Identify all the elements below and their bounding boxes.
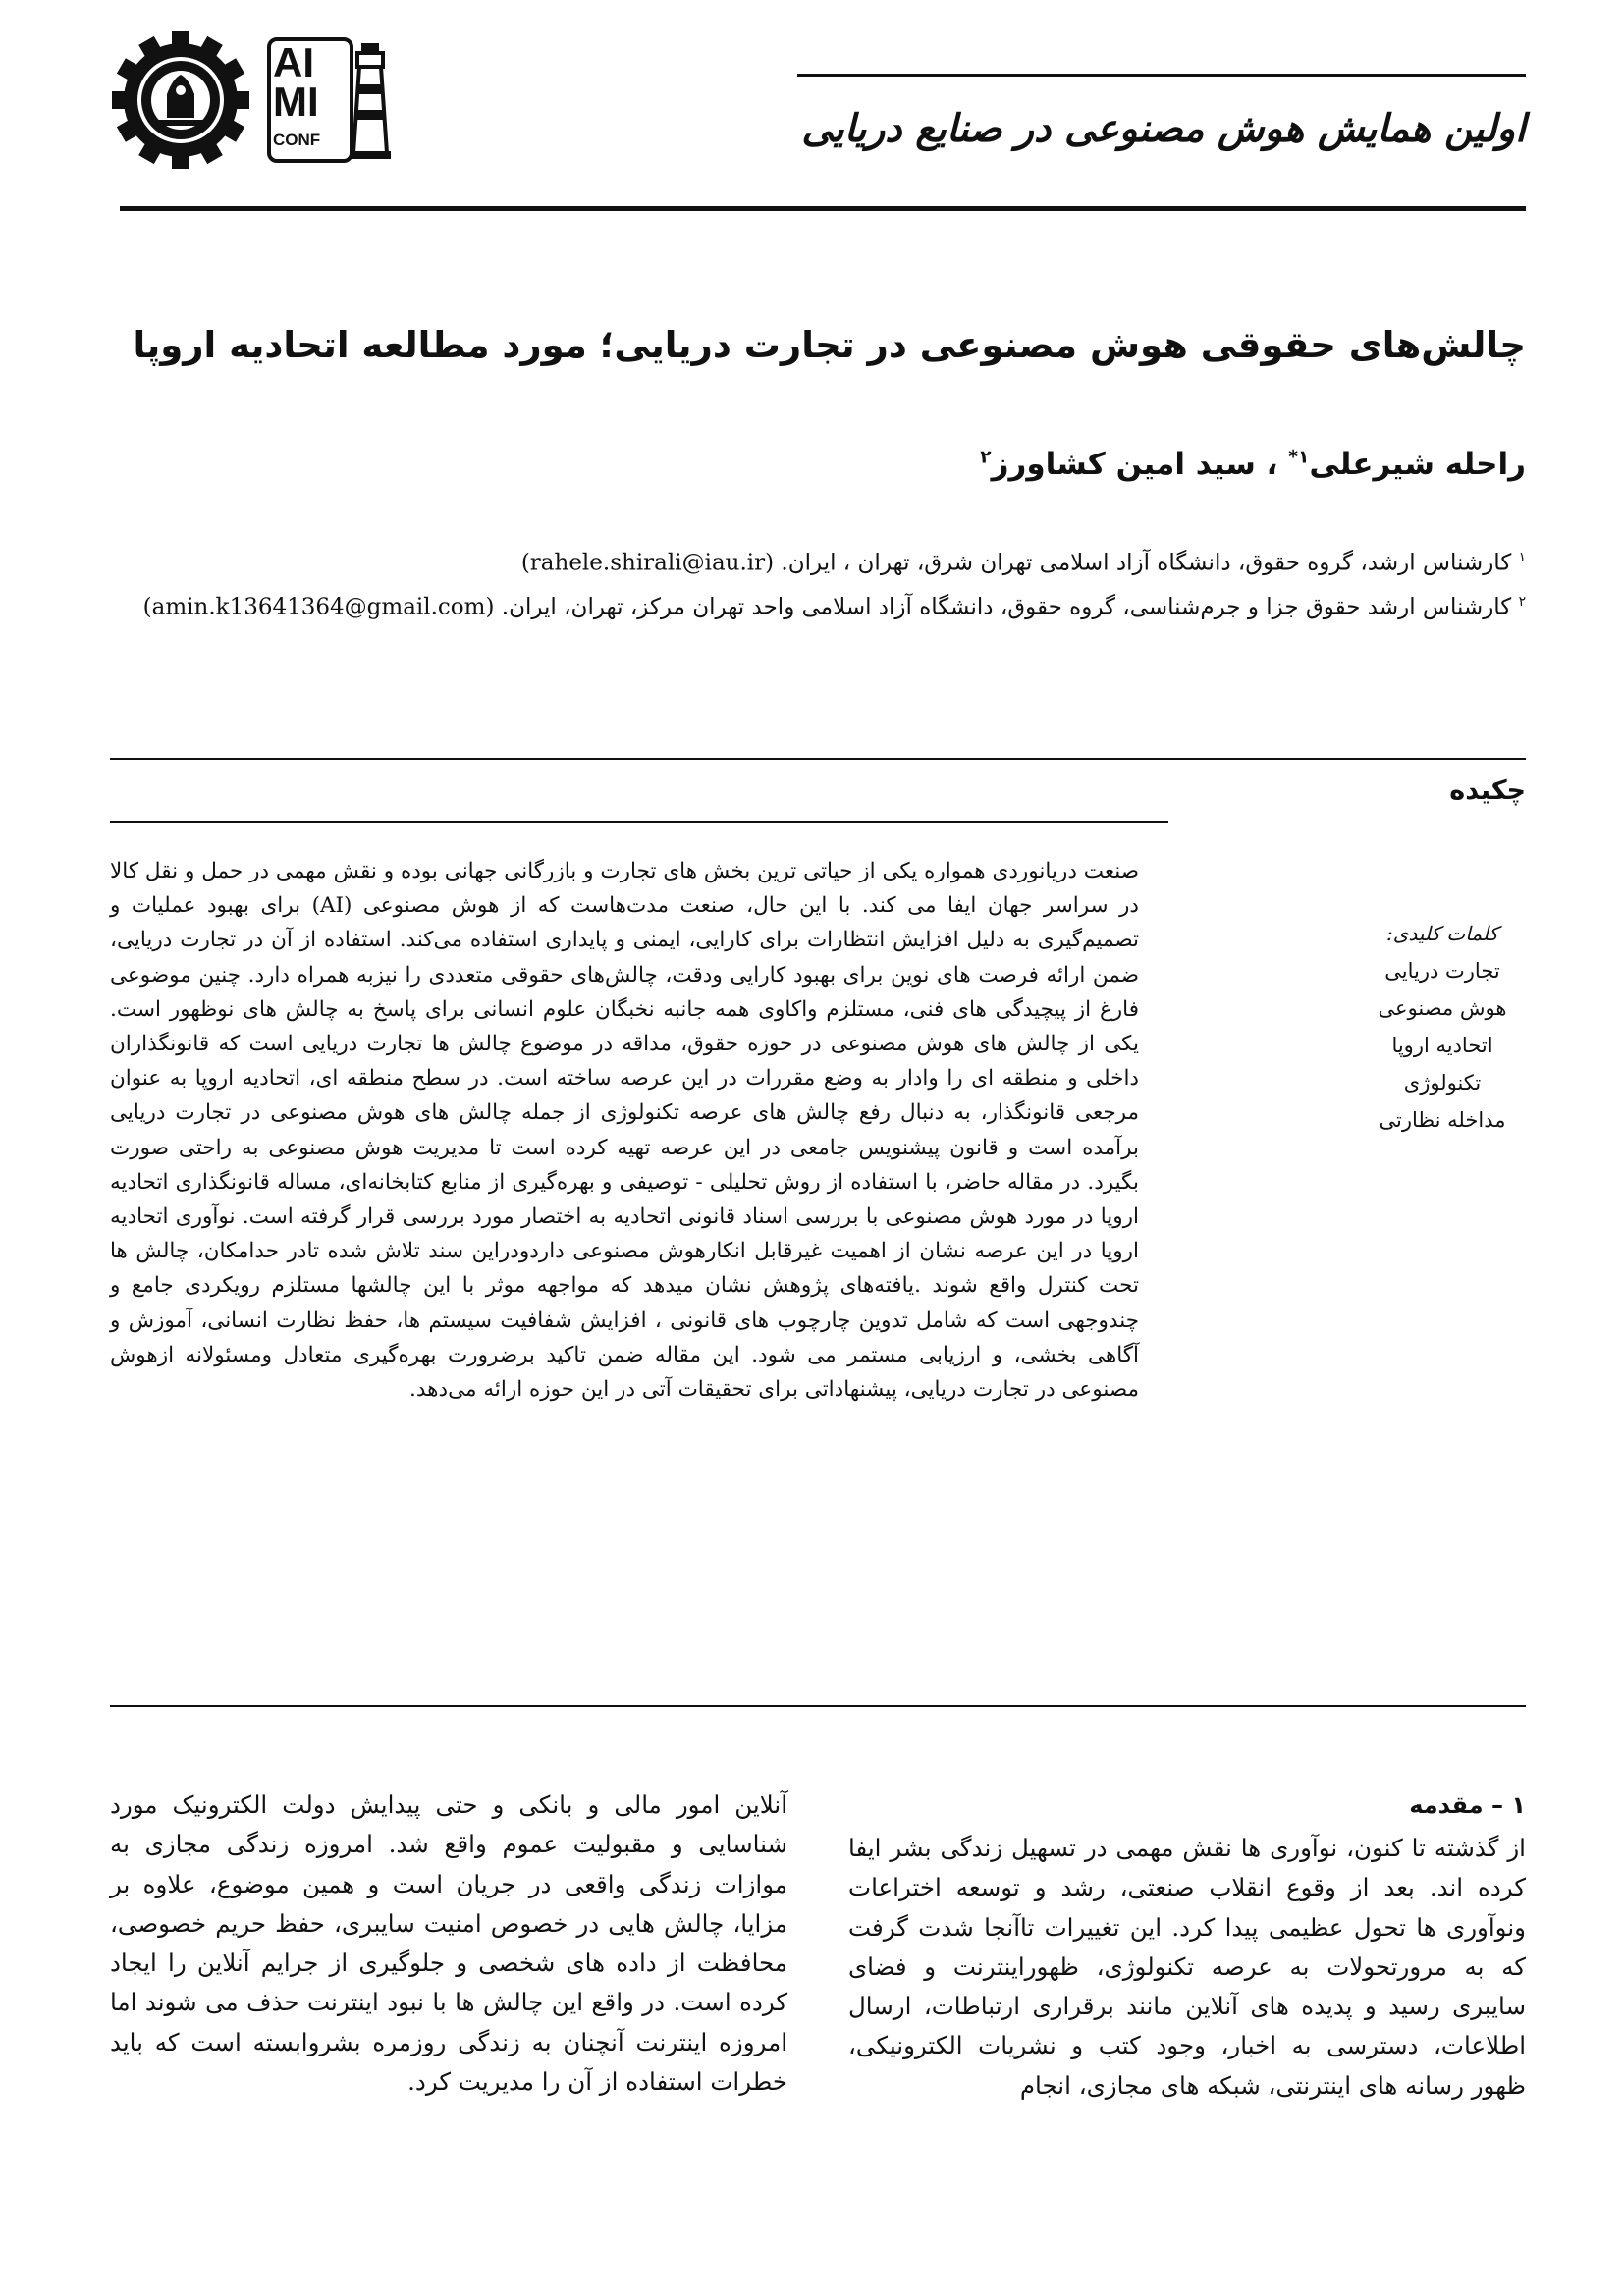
- keywords-heading: کلمات کلیدی:: [1385, 922, 1499, 945]
- affiliation-mark: ۱: [1518, 550, 1526, 565]
- abstract-bottom-rule: [110, 1705, 1526, 1707]
- header-top-rule: [797, 74, 1526, 77]
- abstract-body: صنعت دریانوردی همواره یکی از حیاتی ترین بخش های تجارت و بازرگانی جهانی بوده و نقش مهمی در حمل و نقل کالا در سراسر جهان ایفا می کند. با این حال، صنعت مدت‌هاست که از هوش مصنوعی (AI) برای بهبود عملیات و تصمیم‌گیری به دلیل افزایش انتظارات برای کارایی، ایمنی و پایداری استفاده می‌کند. استفاده از آن در تجارت دریایی، ضمن ارائه فرصت های نوین برای بهبود کارایی ودقت، چالش‌های حقوقی متعددی را نیزبه همراه دارد. چنین موضوعی فارغ از پیچیدگی های فنی، مستلزم واکاوی همه جانبه نخبگان علوم انسانی برای پاسخ به چالش های نوظهور است. یکی از چالش های هوش مصنوعی در حوزه حقوق، مداقه در موضوع چالش ها تجارت دریایی است که قانونگذاران داخلی و منطقه ای را وادار به وضع مقررات در این عرصه ساخته است. در سطح منطقه ای، اتحادیه اروپا به عنوان مرجعی قانونگذار، به دنبال رفع چالش های عرصه تکنولوژی از جمله چالش های هوش مصنوعی در تجارت دریایی برآمده است و قانون پیشنویس جامعی در این عرصه تهیه کرده است تا مدیریت هوش مصنوعی به راحتی صورت بگیرد. در مقاله حاضر، با استفاده از روش تحلیلی - توصیفی و بهره‌گیری از منابع کتابخانه‌ای، مساله قانونگذاری اتحادیه اروپا در مورد هوش مصنوعی با بررسی اسناد قانونی اتحادیه به اختصار مورد بررسی قرار گرفته است. نوآوری اتحادیه اروپا در این عرصه نشان از اهمیت غیرقابل انکارهوش مصنوعی داردودراین سند تلاش شده تادر حدامکان، چالش ها تحت کنترل واقع شوند .یافته‌های پژوهش نشان میدهد که مواجهه موثر با این چالشها مستلزم رویکردی جامع و چندوجهی است که شامل تدوین چارچوب های قانونی ، افزایش شفافیت سیستم ها، حفظ نظارت انسانی، آموزش و آگاهی بخشی، و ارزیابی مستمر می شود. این مقاله ضمن تاکید برضرورت بهره‌گیری متعادل ومسئولانه ازهوش مصنوعی در تجارت دریایی، پیشنهاداتی برای تحقیقات آتی در این حوزه ارائه می‌دهد.: [110, 859, 1139, 1403]
- affiliation-2: [92, 594, 1526, 620]
- keyword-item: مداخله نظارتی: [1379, 1108, 1506, 1132]
- author-mark: ۲: [980, 447, 992, 468]
- affiliation-text: کارشناس ارشد حقوق جزا و جرم‌شناسی، گروه حقوق، دانشگاه آزاد اسلامی واحد تهران مرکز، تهران، ایران. (amin.k13641364@gmail.com): [142, 594, 1512, 620]
- keywords-box: [1359, 915, 1526, 1139]
- affiliation-1: [92, 550, 1526, 576]
- header-bottom-rule: [120, 206, 1526, 211]
- intro-left-column: آنلاین امور مالی و بانکی و حتی پیدایش دولت الکترونیک مورد شناسایی و مقبولیت عموم واقع شد. امروزه زندگی مجازی به موازات زندگی واقعی در جریان است و همین موضوع، علاوه بر مزایا، چالش هایی در خصوص امنیت سایبری، حفظ حریم خصوصی، محافظت از داده های شخصی و جلوگیری از جرایم آنلاین را ایجاد کرده است. در واقع این چالش ها با نبود اینترنت حذف می شوند اما امروزه اینترنت آنچنان به زندگی روزمره بشروابسته است که باید خطرات استفاده از آن را مدیریت کرد.: [110, 1790, 787, 2097]
- paper-title: چالش‌های حقوقی هوش مصنوعی در تجارت دریایی؛ مورد مطالعه اتحادیه اروپا: [133, 324, 1526, 366]
- author-separator: ،: [1255, 447, 1289, 482]
- author-name: راحله شیرعلی: [1309, 447, 1526, 482]
- abstract-heading-rule: [110, 821, 1168, 823]
- logo-text-conf: CONF: [273, 131, 321, 149]
- keyword-item: اتحادیه اروپا: [1391, 1034, 1493, 1057]
- conference-logos: [110, 29, 405, 177]
- affiliation-mark: ۲: [1518, 594, 1526, 610]
- abstract-heading: چکیده: [1449, 775, 1526, 806]
- keyword-item: هوش مصنوعی: [1378, 996, 1507, 1020]
- lighthouse-icon: [346, 37, 395, 163]
- keyword-item: تکنولوژی: [1403, 1071, 1482, 1095]
- logo-text-mi: MI: [273, 79, 319, 125]
- author-name: سید امین کشاورز: [991, 447, 1256, 482]
- intro-heading: ۱ – مقدمه: [1409, 1791, 1526, 1819]
- author-list: [92, 447, 1526, 482]
- intro-right-column: از گذشته تا کنون، نوآوری ها نقش مهمی در تسهیل زندگی بشر ایفا کرده اند. بعد از وقوع انقلاب صنعتی، رشد و توسعه اختراعات ونوآوری ها تحول عظیمی پیدا کرد. این تغییرات تاآنجا شدت گرفت که به مرورتحولات به عرصه تکنولوژی، ظهوراینترنت و فضای سایبری رسید و پدیده های آنلاین مانند برقراری ارتباطات، ارسال اطلاعات، دسترسی به اخبار، وجود کتب و نشریات الکترونیکی، ظهور رسانه های اینترنتی، شبکه های مجازی، انجام: [848, 1834, 1526, 2100]
- affiliation-text: کارشناس ارشد، گروه حقوق، دانشگاه آزاد اسلامی تهران شرق، تهران ، ایران. (rahele.shirali@iau.ir): [520, 550, 1512, 576]
- conference-title: اولین همایش هوش مصنوعی در صنایع دریایی: [801, 106, 1526, 151]
- logo-text-ai: AI: [273, 39, 314, 85]
- author-mark: ۱*: [1288, 447, 1310, 468]
- abstract-top-rule: [110, 758, 1526, 760]
- keyword-item: تجارت دریایی: [1384, 959, 1500, 983]
